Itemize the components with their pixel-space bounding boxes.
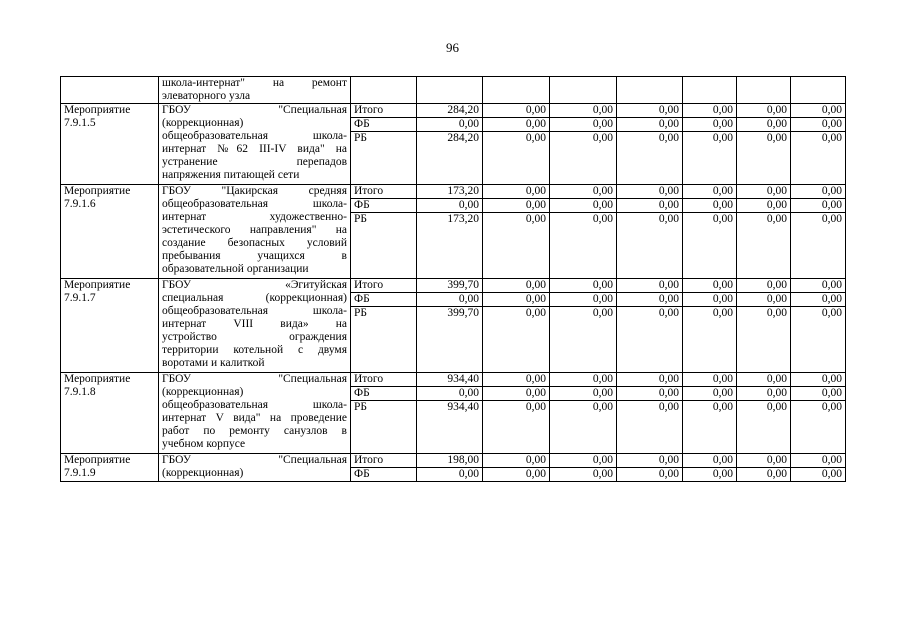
amount-cell: 0,00 (791, 104, 846, 118)
amount-cell: 173,20 (417, 185, 483, 199)
amount-cell: 0,00 (683, 199, 737, 213)
continuation-desc-cell (159, 77, 351, 104)
activity-name-line: Мероприятие (64, 279, 131, 291)
activity-name-line: 7.9.1.8 (64, 386, 96, 398)
amount-cell: 0,00 (417, 293, 483, 307)
amount-cell: 0,00 (683, 373, 737, 387)
amount-cell: 399,70 (417, 279, 483, 293)
empty-cell (737, 77, 791, 104)
continuation-row (61, 77, 846, 104)
amount-cell: 0,00 (683, 387, 737, 401)
continuation-line: элеваторного узла (162, 90, 251, 102)
amount-cell: 284,20 (417, 104, 483, 118)
amount-cell: 0,00 (683, 132, 737, 185)
activity-name-line: Мероприятие (64, 104, 131, 116)
activity-description-line: интернат №62 III-IV вида" на (162, 143, 347, 155)
amount-cell: 934,40 (417, 373, 483, 387)
amount-cell: 0,00 (791, 468, 846, 482)
amount-cell: 0,00 (550, 401, 617, 454)
amount-cell: 0,00 (737, 199, 791, 213)
amount-cell: 0,00 (791, 387, 846, 401)
amount-cell: 0,00 (737, 387, 791, 401)
activity-description-line: интернат V вида" на проведение (162, 412, 347, 424)
empty-cell (351, 77, 417, 104)
funding-source-cell: Итого (351, 104, 417, 118)
amount-cell: 173,20 (417, 213, 483, 279)
amount-cell: 0,00 (737, 401, 791, 454)
funding-source-cell: ФБ (351, 199, 417, 213)
funding-source-cell: Итого (351, 185, 417, 199)
amount-cell: 0,00 (483, 373, 550, 387)
amount-cell: 0,00 (483, 213, 550, 279)
amount-cell: 0,00 (617, 132, 683, 185)
activity-description-line: эстетического направления" на (162, 224, 347, 236)
amount-cell: 0,00 (550, 387, 617, 401)
amount-cell: 0,00 (483, 279, 550, 293)
activity-description-line: специальная (коррекционная) (162, 292, 347, 304)
amount-cell: 0,00 (550, 104, 617, 118)
amount-cell: 0,00 (550, 307, 617, 373)
funding-source-cell: Итого (351, 454, 417, 468)
activity-row (61, 279, 846, 293)
activity-description-line: пребывания учащихся в (162, 250, 347, 262)
empty-cell (417, 77, 483, 104)
activity-description-line: (коррекционная) (162, 117, 244, 129)
amount-cell: 0,00 (791, 293, 846, 307)
amount-cell: 0,00 (791, 279, 846, 293)
amount-cell: 0,00 (617, 118, 683, 132)
amount-cell: 934,40 (417, 401, 483, 454)
continuation-line: школа-интернат" на ремонт (162, 77, 347, 89)
activity-description-line: (коррекционная) (162, 386, 244, 398)
activity-description-line: ГБОУ "Специальная (162, 104, 347, 116)
amount-cell: 0,00 (550, 373, 617, 387)
amount-cell: 0,00 (417, 118, 483, 132)
amount-cell: 0,00 (683, 279, 737, 293)
amount-cell: 0,00 (617, 185, 683, 199)
amount-cell: 284,20 (417, 132, 483, 185)
activity-row (61, 185, 846, 199)
amount-cell: 198,00 (417, 454, 483, 468)
amount-cell: 0,00 (550, 468, 617, 482)
amount-cell: 0,00 (683, 468, 737, 482)
amount-cell: 0,00 (550, 454, 617, 468)
activity-name-cell (61, 279, 159, 373)
funding-source-cell: РБ (351, 307, 417, 373)
activity-name-cell (61, 454, 159, 482)
amount-cell: 0,00 (550, 199, 617, 213)
activity-description-line: общеобразовательная школа- (162, 130, 347, 142)
activity-name-line: 7.9.1.9 (64, 467, 96, 479)
amount-cell: 0,00 (791, 373, 846, 387)
amount-cell: 0,00 (483, 118, 550, 132)
amount-cell: 0,00 (483, 307, 550, 373)
amount-cell: 0,00 (737, 132, 791, 185)
page-number: 96 (446, 40, 459, 55)
amount-cell: 0,00 (737, 104, 791, 118)
amount-cell: 0,00 (550, 293, 617, 307)
amount-cell: 0,00 (617, 293, 683, 307)
amount-cell: 0,00 (791, 118, 846, 132)
activity-description-line: ГБОУ «Эгитуйская (162, 279, 347, 291)
funding-source-cell: ФБ (351, 387, 417, 401)
empty-cell (483, 77, 550, 104)
amount-cell: 0,00 (737, 213, 791, 279)
activity-description-cell (159, 279, 351, 373)
amount-cell: 0,00 (737, 468, 791, 482)
amount-cell: 0,00 (483, 293, 550, 307)
amount-cell: 0,00 (483, 104, 550, 118)
empty-cell (550, 77, 617, 104)
amount-cell: 0,00 (737, 185, 791, 199)
activity-name-cell (61, 185, 159, 279)
amount-cell: 0,00 (417, 387, 483, 401)
funding-source-cell: ФБ (351, 293, 417, 307)
activity-description-line: воротами и калиткой (162, 357, 265, 369)
amount-cell: 0,00 (683, 401, 737, 454)
amount-cell: 0,00 (791, 132, 846, 185)
activity-name-line: 7.9.1.6 (64, 198, 96, 210)
amount-cell: 0,00 (737, 307, 791, 373)
activity-description-line: ГБОУ "Специальная (162, 373, 347, 385)
activity-description-line: территории котельной с двумя (162, 344, 347, 356)
empty-cell (791, 77, 846, 104)
funding-source-cell: ФБ (351, 468, 417, 482)
activity-row (61, 454, 846, 468)
activity-description-line: учебном корпусе (162, 438, 246, 450)
amount-cell: 0,00 (683, 454, 737, 468)
budget-table (60, 76, 846, 482)
funding-source-cell: Итого (351, 279, 417, 293)
amount-cell: 0,00 (737, 293, 791, 307)
amount-cell: 0,00 (550, 132, 617, 185)
amount-cell: 0,00 (617, 387, 683, 401)
continuation-name-cell (61, 77, 159, 104)
amount-cell: 0,00 (617, 104, 683, 118)
amount-cell: 0,00 (617, 401, 683, 454)
activity-description-line: устранение перепадов (162, 156, 347, 168)
amount-cell: 0,00 (683, 213, 737, 279)
activity-description-line: образовательной организации (162, 263, 309, 275)
activity-description-line: общеобразовательная школа- (162, 399, 347, 411)
activity-description-cell (159, 373, 351, 454)
amount-cell: 0,00 (791, 454, 846, 468)
amount-cell: 0,00 (791, 213, 846, 279)
empty-cell (683, 77, 737, 104)
amount-cell: 0,00 (617, 213, 683, 279)
amount-cell: 0,00 (683, 293, 737, 307)
activity-description-line: общеобразовательная школа- (162, 305, 347, 317)
amount-cell: 0,00 (791, 401, 846, 454)
activity-description-line: создание безопасных условий (162, 237, 347, 249)
amount-cell: 0,00 (791, 199, 846, 213)
activity-description-line: интернат VIII вида» на (162, 318, 347, 330)
amount-cell: 0,00 (550, 185, 617, 199)
funding-source-cell: РБ (351, 401, 417, 454)
amount-cell: 0,00 (617, 373, 683, 387)
funding-source-cell: РБ (351, 213, 417, 279)
activity-description-line: работ по ремонту санузлов в (162, 425, 347, 437)
activity-row (61, 104, 846, 118)
amount-cell: 0,00 (683, 185, 737, 199)
amount-cell: 0,00 (550, 279, 617, 293)
activity-description-cell (159, 454, 351, 482)
amount-cell: 0,00 (683, 118, 737, 132)
amount-cell: 0,00 (737, 279, 791, 293)
amount-cell: 0,00 (737, 118, 791, 132)
activity-name-line: 7.9.1.5 (64, 117, 96, 129)
activity-description-cell (159, 104, 351, 185)
amount-cell: 0,00 (737, 454, 791, 468)
amount-cell: 0,00 (617, 468, 683, 482)
activity-row (61, 373, 846, 387)
activity-description-line: общеобразовательная школа- (162, 198, 347, 210)
activity-description-cell (159, 185, 351, 279)
amount-cell: 0,00 (417, 468, 483, 482)
amount-cell: 399,70 (417, 307, 483, 373)
amount-cell: 0,00 (617, 454, 683, 468)
amount-cell: 0,00 (483, 199, 550, 213)
activity-name-line: 7.9.1.7 (64, 292, 96, 304)
amount-cell: 0,00 (617, 279, 683, 293)
amount-cell: 0,00 (550, 213, 617, 279)
empty-cell (617, 77, 683, 104)
amount-cell: 0,00 (417, 199, 483, 213)
activity-description-line: интернат художественно- (162, 211, 347, 223)
amount-cell: 0,00 (617, 199, 683, 213)
activity-description-line: (коррекционная) (162, 467, 244, 479)
funding-source-cell: РБ (351, 132, 417, 185)
amount-cell: 0,00 (483, 454, 550, 468)
amount-cell: 0,00 (791, 307, 846, 373)
amount-cell: 0,00 (483, 401, 550, 454)
funding-source-cell: ФБ (351, 118, 417, 132)
activity-name-line: Мероприятие (64, 454, 131, 466)
activity-description-line: ГБОУ "Цакирская средняя (162, 185, 347, 197)
activity-name-line: Мероприятие (64, 373, 131, 385)
amount-cell: 0,00 (483, 387, 550, 401)
activity-name-cell (61, 373, 159, 454)
amount-cell: 0,00 (791, 185, 846, 199)
amount-cell: 0,00 (550, 118, 617, 132)
activity-name-cell (61, 104, 159, 185)
activity-name-line: Мероприятие (64, 185, 131, 197)
budget-table-body (61, 77, 846, 482)
amount-cell: 0,00 (683, 104, 737, 118)
amount-cell: 0,00 (683, 307, 737, 373)
amount-cell: 0,00 (483, 468, 550, 482)
amount-cell: 0,00 (483, 132, 550, 185)
amount-cell: 0,00 (483, 185, 550, 199)
amount-cell: 0,00 (737, 373, 791, 387)
amount-cell: 0,00 (617, 307, 683, 373)
activity-description-line: ГБОУ "Специальная (162, 454, 347, 466)
activity-description-line: напряжения питающей сети (162, 169, 300, 181)
funding-source-cell: Итого (351, 373, 417, 387)
activity-description-line: устройство ограждения (162, 331, 347, 343)
